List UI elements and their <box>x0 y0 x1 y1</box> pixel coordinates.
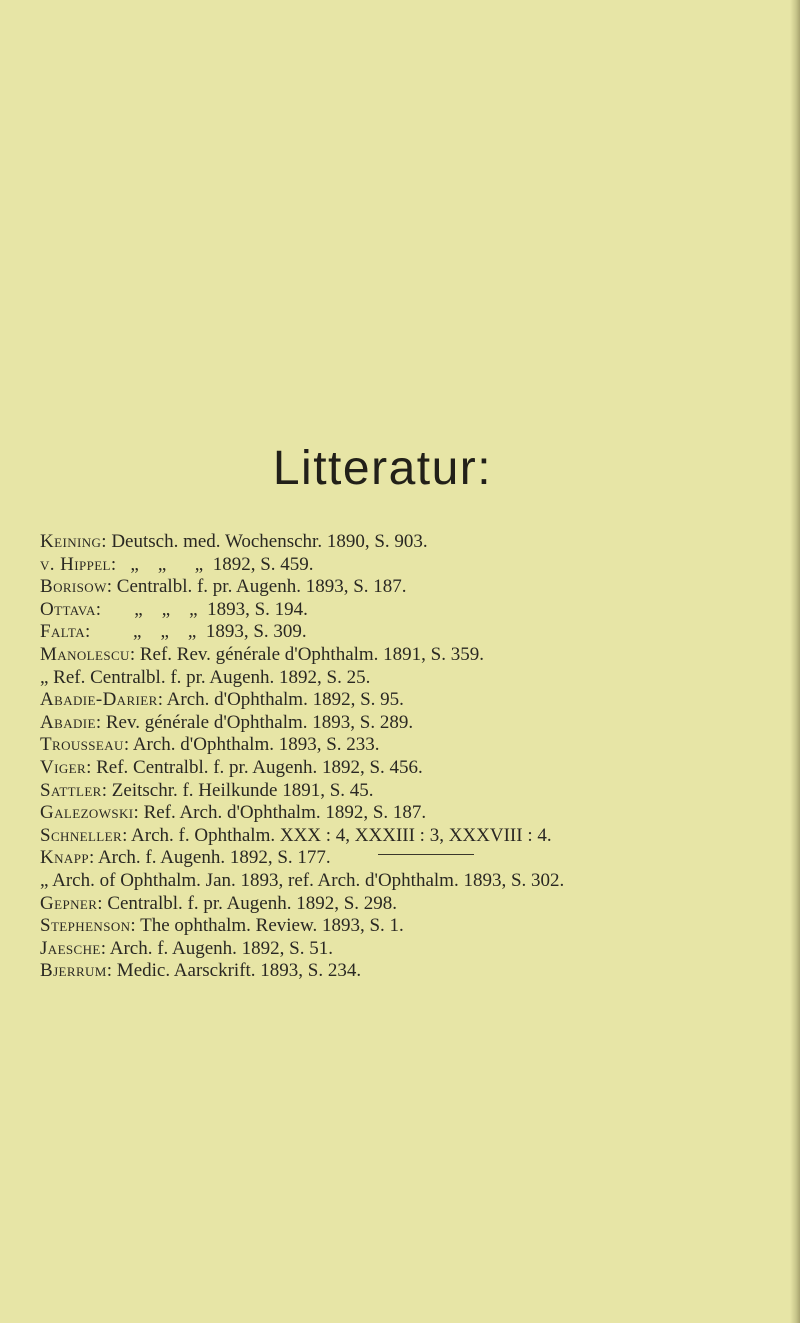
reference-text: „ Ref. Centralbl. f. pr. Augenh. 1892, S. 25. <box>40 666 371 688</box>
reference-author: Trousseau <box>40 734 124 756</box>
reference-entry <box>40 893 795 916</box>
reference-author: Abadie <box>40 711 96 733</box>
reference-entry <box>40 757 795 780</box>
reference-text: : Deutsch. med. Wochenschr. 1890, S. 903. <box>101 531 428 552</box>
reference-entry <box>40 621 795 644</box>
reference-entry <box>40 734 795 757</box>
reference-entry <box>40 870 795 893</box>
reference-text: : Ref. Centralbl. f. pr. Augenh. 1892, S. 456. <box>86 756 423 778</box>
reference-author: Falta <box>40 621 85 643</box>
reference-text: : Arch. d'Ophthalm. 1893, S. 233. <box>123 734 380 756</box>
reference-text: : Arch. f. Ophthalm. XXX : 4, XXXIII : 3, XXXVIII : 4. <box>122 824 552 846</box>
reference-entry <box>40 960 795 983</box>
reference-entry <box>40 531 795 554</box>
reference-author: Schneller <box>40 824 123 846</box>
reference-entry <box>40 915 795 938</box>
reference-entry <box>40 599 795 622</box>
reference-text: : Ref. Rev. générale d'Ophthalm. 1891, S. 359. <box>129 643 484 665</box>
end-rule <box>378 854 474 855</box>
reference-text: „ Arch. of Ophthalm. Jan. 1893, ref. Arch. d'Ophthalm. 1893, S. 302. <box>40 869 565 891</box>
reference-text: : Arch. f. Augenh. 1892, S. 51. <box>100 937 333 959</box>
reference-text: : The ophthalm. Review. 1893, S. 1. <box>130 915 404 937</box>
reference-author: Gepner <box>40 892 98 914</box>
reference-text: : „ „ „ 1893, S. 194. <box>95 598 308 620</box>
reference-author: Borisow <box>40 576 107 598</box>
reference-text: : Centralbl. f. pr. Augenh. 1892, S. 298. <box>97 892 398 914</box>
reference-author: Abadie-Darier <box>40 689 158 711</box>
reference-author: Manolescu <box>40 643 130 665</box>
reference-entry <box>40 780 795 803</box>
reference-entry <box>40 847 795 870</box>
reference-author: Viger <box>40 756 87 778</box>
reference-text: : Ref. Arch. d'Ophthalm. 1892, S. 187. <box>133 802 427 824</box>
reference-author: Jaesche <box>40 937 101 959</box>
reference-text: : Rev. générale d'Ophthalm. 1893, S. 289. <box>95 711 414 733</box>
reference-author: Ottava <box>40 598 96 620</box>
reference-entry <box>40 576 795 599</box>
reference-text: : Zeitschr. f. Heilkunde 1891, S. 45. <box>101 779 374 801</box>
reference-text: : „ „ „ 1893, S. 309. <box>85 621 307 643</box>
reference-text: : Centralbl. f. pr. Augenh. 1893, S. 187. <box>106 576 407 598</box>
reference-author: v. Hippel <box>40 553 111 575</box>
reference-author: Knapp <box>40 847 89 869</box>
reference-entry <box>40 554 795 577</box>
reference-entry <box>40 802 795 825</box>
reference-author: Galezowski <box>40 802 134 824</box>
reference-entry <box>40 825 795 848</box>
reference-text: : Arch. d'Ophthalm. 1892, S. 95. <box>157 689 404 711</box>
reference-author: Sattler <box>40 779 102 801</box>
reference-author: Stephenson <box>40 915 131 937</box>
reference-list <box>40 531 795 983</box>
reference-entry <box>40 689 795 712</box>
reference-entry <box>40 644 795 667</box>
reference-entry <box>40 667 795 690</box>
reference-text: : Medic. Aarsckrift. 1893, S. 234. <box>106 960 362 982</box>
reference-author: Keining <box>40 531 102 552</box>
reference-text: : Arch. f. Augenh. 1892, S. 177. <box>88 847 331 869</box>
reference-text: : „ „ „ 1892, S. 459. <box>110 553 314 575</box>
reference-author: Bjerrum <box>40 960 107 982</box>
reference-entry <box>40 938 795 961</box>
page-title: Litteratur: <box>272 442 493 495</box>
reference-entry <box>40 712 795 735</box>
